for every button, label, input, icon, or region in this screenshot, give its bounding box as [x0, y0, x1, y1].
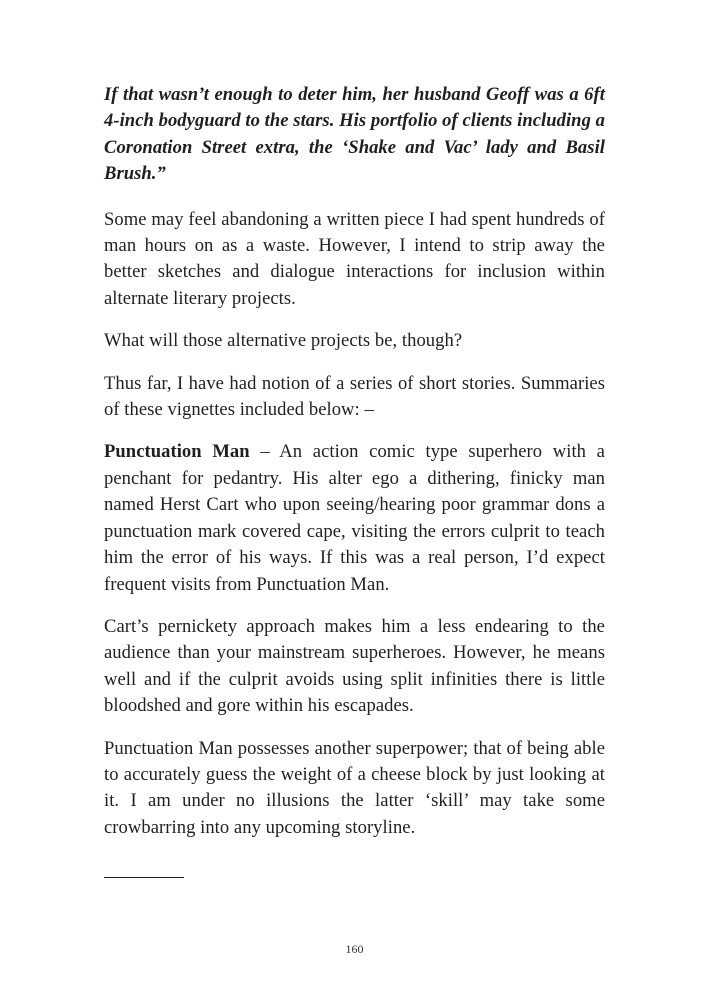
page-body: [104, 82, 605, 857]
paragraph-abandoning: Some may feel abandoning a written piece I had spent hundreds of man hours on as a waste. However, I intend to strip away the better sketches and dialogue interactions for inclusion within alternate literary projects.: [104, 208, 605, 309]
quote-paragraph: If that wasn’t enough to deter him, her husband Geoff was a 6ft 4-inch bodyguard to the stars. His portfolio of clients including a Coronation Street extra, the ‘Shake and Vac’ lady and Basil Brush.”: [104, 84, 605, 185]
paragraph-question: What will those alternative projects be, though?: [104, 330, 463, 352]
paragraph-pernickety: Cart’s pernickety approach makes him a less endearing to the audience than your mainstream superheroes. However, he means well and if the culprit avoids using split infinities there is little bloodshed and gore within his escapades.: [104, 615, 605, 717]
paragraph-punctuation-man: [104, 439, 605, 597]
paragraph-short-stories: Thus far, I have had notion of a series of short stories. Summaries of these vignettes included below: –: [104, 372, 605, 421]
entry-text: – An action comic type superhero with a penchant for pedantry. His alter ego a dithering, finicky man named Herst Cart who upon seeing/hearing poor grammar dons a punctuation mark covered cape, visiting the errors culprit to teach him the error of his ways. If this was a real person, I’d expect frequent visits from Punctuation Man.: [104, 441, 605, 595]
paragraph-superpower: Punctuation Man possesses another superpower; that of being able to accurately guess the weight of a cheese block by just looking at it. I am under no illusions the latter ‘skill’ may take some crowbarring into any upcoming storyline.: [104, 737, 605, 838]
entry-term: Punctuation Man: [104, 441, 250, 463]
footnote-divider: [104, 877, 184, 878]
page-number: 160: [345, 942, 364, 956]
